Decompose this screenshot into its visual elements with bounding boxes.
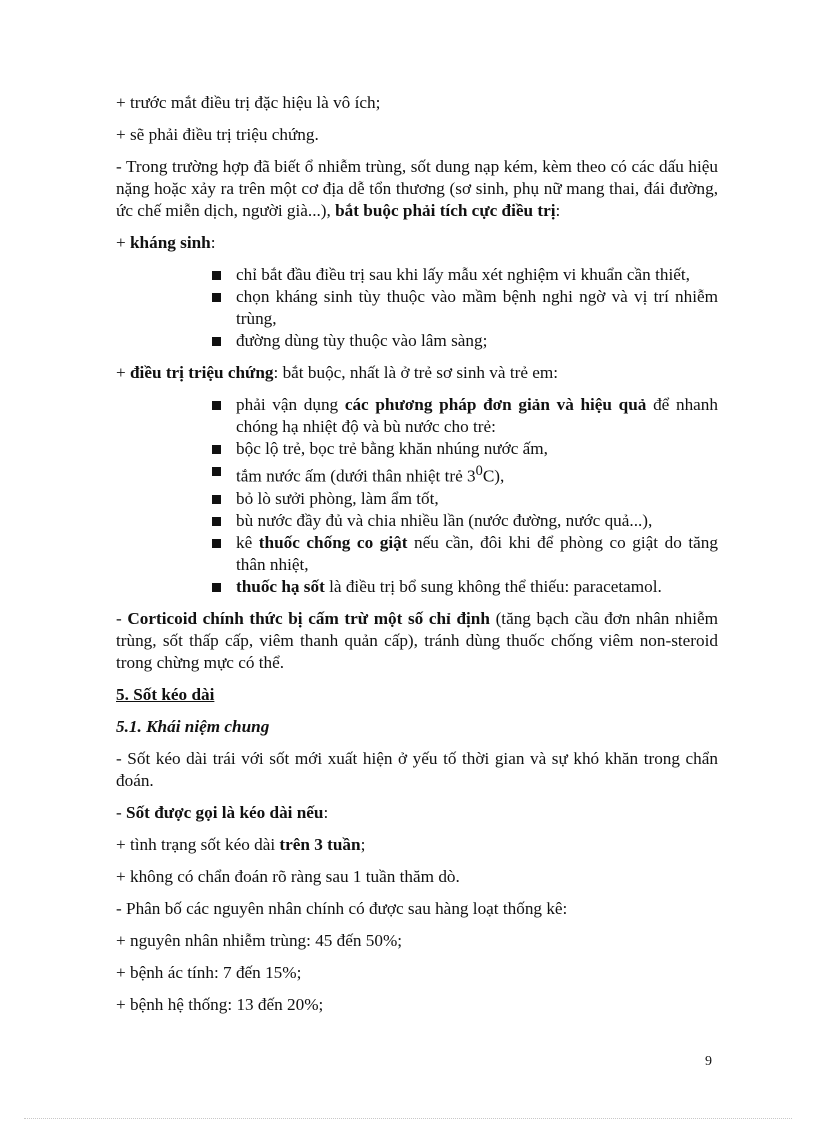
paragraph: + bệnh ác tính: 7 đến 15%; bbox=[116, 962, 302, 982]
paragraph: + trước mắt điều trị đặc hiệu là vô ích; bbox=[116, 93, 381, 112]
square-bullet-icon bbox=[212, 293, 221, 302]
list-item: chỉ bắt đầu điều trị sau khi lấy mẫu xét nghiệm vi khuẩn cần thiết, bbox=[212, 264, 718, 286]
paragraph: - Corticoid chính thức bị cấm trừ một số chỉ định (tăng bạch cầu đơn nhân nhiễm trùng, sốt thấp cấp, viêm thanh quản cấp), tránh dùng thuốc chống viêm non-steroid trong chừng mực có thể. bbox=[116, 608, 718, 672]
list-item: thuốc hạ sốt là điều trị bổ sung không thể thiếu: paracetamol. bbox=[212, 576, 718, 598]
antibiotics-heading: + kháng sinh: bbox=[116, 233, 216, 252]
square-bullet-icon bbox=[212, 271, 221, 280]
square-bullet-icon bbox=[212, 401, 221, 410]
symptomatic-heading: + điều trị triệu chứng: bắt buộc, nhất là ở trẻ sơ sinh và trẻ em: bbox=[116, 363, 559, 382]
paragraph: + không có chẩn đoán rõ ràng sau 1 tuần thăm dò. bbox=[116, 866, 460, 886]
paragraph: + tình trạng sốt kéo dài trên 3 tuần; bbox=[116, 834, 366, 854]
subsection-heading: 5.1. Khái niệm chung bbox=[116, 716, 270, 736]
list-item: bỏ lò sưởi phòng, làm ẩm tốt, bbox=[212, 488, 718, 510]
list-item: đường dùng tùy thuộc vào lâm sàng; bbox=[212, 330, 718, 352]
antibiotics-list bbox=[116, 264, 718, 352]
paragraph: + nguyên nhân nhiễm trùng: 45 đến 50%; bbox=[116, 930, 403, 950]
square-bullet-icon bbox=[212, 539, 221, 548]
symptomatic-list bbox=[116, 394, 718, 598]
square-bullet-icon bbox=[212, 517, 221, 526]
list-item: kê thuốc chống co giật nếu cần, đôi khi để phòng co giật do tăng thân nhiệt, bbox=[212, 532, 718, 576]
list-item: bù nước đầy đủ và chia nhiều lần (nước đường, nước quả...), bbox=[212, 510, 718, 532]
list-item: bộc lộ trẻ, bọc trẻ bằng khăn nhúng nước ấm, bbox=[212, 438, 718, 460]
square-bullet-icon bbox=[212, 583, 221, 592]
paragraph: - Sốt được gọi là kéo dài nếu: bbox=[116, 802, 329, 822]
page-number: 9 bbox=[705, 1054, 712, 1069]
section-heading: 5. Sốt kéo dài bbox=[116, 684, 215, 704]
document-page bbox=[116, 92, 718, 1026]
paragraph: - Sốt kéo dài trái với sốt mới xuất hiện ở yếu tố thời gian và sự khó khăn trong chẩn đoán. bbox=[116, 748, 718, 790]
paragraph: - Phân bố các nguyên nhân chính có được sau hàng loạt thống kê: bbox=[116, 898, 568, 918]
square-bullet-icon bbox=[212, 495, 221, 504]
paragraph: + sẽ phải điều trị triệu chứng. bbox=[116, 125, 319, 144]
list-item: chọn kháng sinh tùy thuộc vào mầm bệnh nghi ngờ và vị trí nhiễm trùng, bbox=[212, 286, 718, 330]
square-bullet-icon bbox=[212, 467, 221, 476]
page-edge-divider bbox=[24, 1118, 792, 1119]
paragraph: + bệnh hệ thống: 13 đến 20%; bbox=[116, 994, 324, 1014]
list-item: tắm nước ấm (dưới thân nhiệt trẻ $3^0C$), bbox=[212, 460, 718, 488]
list-item: phải vận dụng các phương pháp đơn giản và hiệu quả để nhanh chóng hạ nhiệt độ và bù nước cho trẻ: bbox=[212, 394, 718, 438]
square-bullet-icon bbox=[212, 337, 221, 346]
paragraph: - Trong trường hợp đã biết ổ nhiễm trùng, sốt dung nạp kém, kèm theo có các dấu hiệu nặng hoặc xảy ra trên một cơ địa dễ tổn thương (sơ sinh, phụ nữ mang thai, đái đường, ức chế miễn dịch, người già...), bắt buộc phải tích cực điều trị: bbox=[116, 157, 718, 220]
square-bullet-icon bbox=[212, 445, 221, 454]
